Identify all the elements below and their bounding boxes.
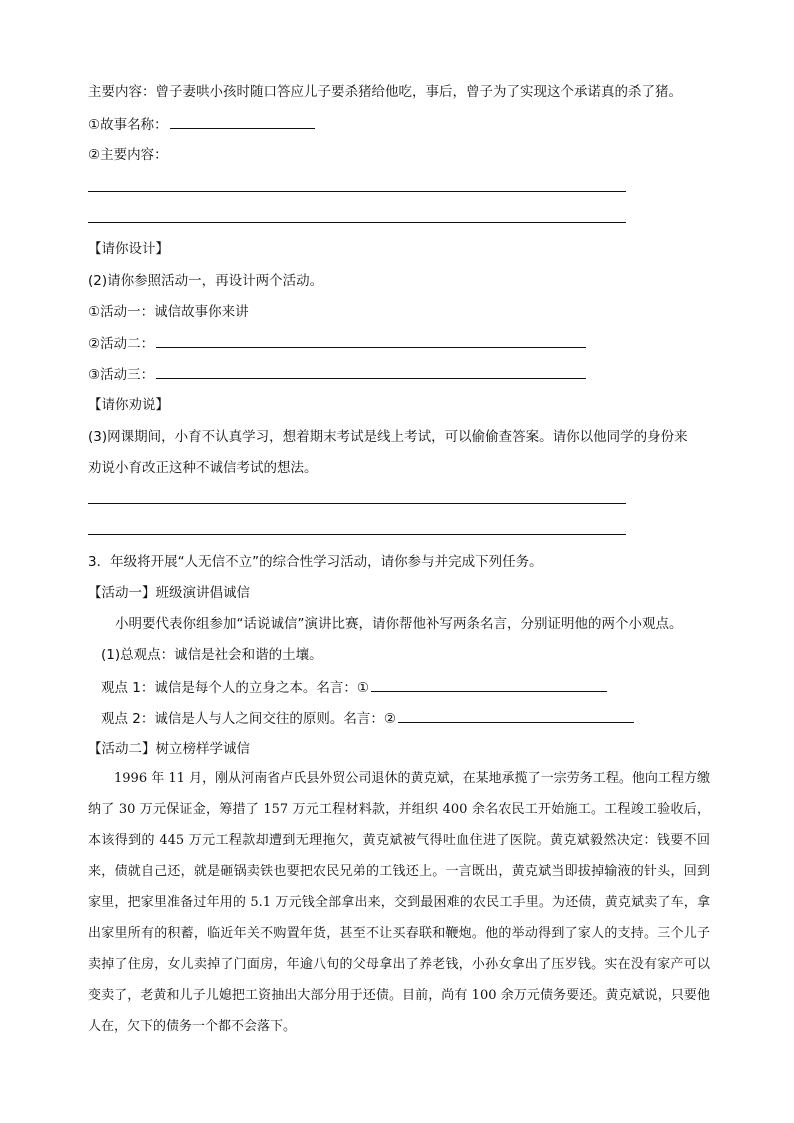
- point-1-label: 观点 1：诚信是每个人的立身之本。名言：①: [101, 680, 369, 696]
- point-2-line: [101, 708, 634, 729]
- story-name-label: ①故事名称：: [88, 117, 168, 133]
- answer-rule[interactable]: [88, 534, 626, 535]
- question-main: 3．年级将开展“人无信不立”的综合性学习活动，请你参与并完成下列任务。: [88, 554, 543, 570]
- activity-2-blank[interactable]: [156, 333, 586, 348]
- story-name-blank[interactable]: [170, 114, 315, 129]
- answer-rule[interactable]: [88, 222, 626, 223]
- main-content-line: 主要内容：曾子妻哄小孩时随口答应儿子要杀猪给他吃，事后，曾子为了实现这个承诺真的杀了猪。: [88, 84, 682, 100]
- question-3-line-1: (3)网课期间，小育不认真学习，想着期末考试是线上考试，可以偷偷查答案。请你以他同学的身份来: [88, 429, 688, 445]
- activity-2-label: ②活动二：: [88, 336, 155, 352]
- overall-point: (1)总观点：诚信是社会和谐的土壤。: [101, 647, 323, 663]
- answer-rule[interactable]: [88, 191, 626, 192]
- activity-3-line: [88, 364, 586, 385]
- activity-1: ①活动一：诚信故事你来讲: [88, 304, 249, 320]
- activity-3-blank[interactable]: [156, 364, 586, 379]
- story-name-line: [88, 114, 315, 135]
- activity-2-line: [88, 333, 586, 354]
- question-3-line-2: 劝说小育改正这种不诚信考试的想法。: [88, 460, 318, 476]
- quote-1-blank[interactable]: [371, 677, 607, 692]
- point-2-label: 观点 2：诚信是人与人之间交往的原则。名言：②: [101, 711, 396, 727]
- persuade-heading: 【请你劝说】: [88, 397, 169, 413]
- activity-one-heading: 【活动一】班级演讲倡诚信: [88, 585, 250, 601]
- answer-rule[interactable]: [88, 503, 626, 504]
- activity-3-label: ③活动三：: [88, 367, 155, 383]
- point-1-line: [101, 677, 607, 698]
- story-summary-label: ②主要内容：: [88, 147, 168, 163]
- story-paragraph: [88, 763, 710, 1042]
- story-text: 1996 年 11 月，刚从河南省卢氏县外贸公司退休的黄克斌，在某地承揽了一宗劳务工程。他向工程方缴纳了 30 万元保证金，筹措了 157 万元工程材料款，并组织 400 余名农民工开始施工。工程竣工验收后，本该得到的 445 万元工程款却遭到无理拖欠，黄克斌被气得吐血住进了医院。黄克斌毅然决定：钱要不回来，债就自己还，就是砸锅卖铁也要把农民兄弟的工钱还上。一言既出，黄克斌当即拔掉输液的针头，回到家里，把家里准备过年用的 5.1 万元钱全部拿出来，交到最困难的农民工手里。为还债，黄克斌卖了车，拿出家里所有的积蓄，临近年关不购置年货，甚至不让买春联和鞭炮。他的举动得到了家人的支持。三个儿子卖掉了住房，女儿卖掉了门面房，年逾八旬的父母拿出了养老钱，小孙女拿出了压岁钱。实在没有家产可以变卖了，老黄和儿子儿媳把工资抽出大部分用于还债。目前，尚有 100 余万元债务要还。黄克斌说，只要他人在，欠下的债务一个都不会落下。: [88, 771, 710, 1034]
- activity-one-intro: 小明要代表你组参加“话说诚信”演讲比赛，请你帮他补写两条名言，分别证明他的两个小观点。: [115, 616, 683, 632]
- quote-2-blank[interactable]: [398, 708, 634, 723]
- activity-two-heading: 【活动二】树立榜样学诚信: [88, 741, 250, 757]
- question-2: (2)请你参照活动一，再设计两个活动。: [88, 273, 324, 289]
- design-heading: 【请你设计】: [88, 241, 169, 257]
